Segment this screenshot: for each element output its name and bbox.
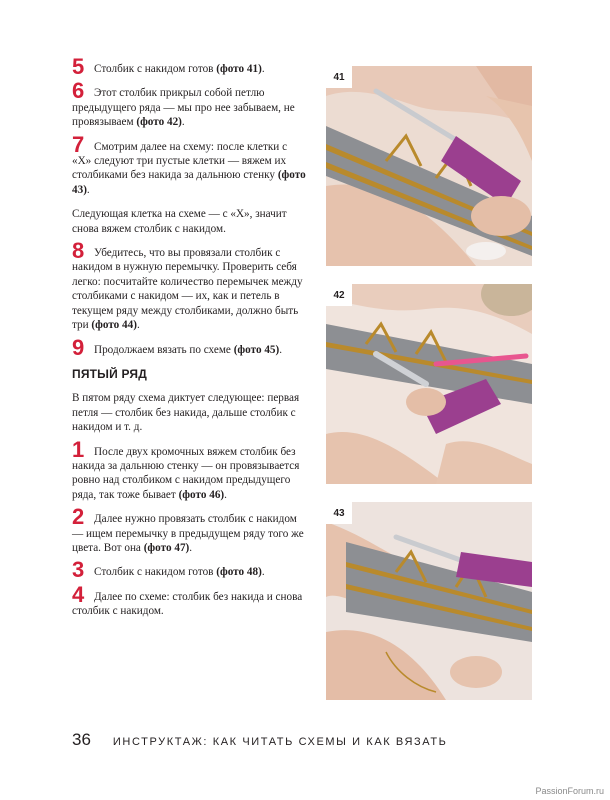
step-item <box>72 238 308 332</box>
step-text-segment: . <box>279 343 283 356</box>
page-footer <box>72 730 552 750</box>
step-item <box>72 557 308 583</box>
step-number: 9 <box>72 334 85 360</box>
step-number: 2 <box>72 504 85 530</box>
step-text-segment: . <box>136 319 140 332</box>
photo-reference: (фото 44) <box>91 319 137 332</box>
watermark: PassionForum.ru <box>535 786 604 796</box>
photo-reference: (фото 42) <box>136 116 182 129</box>
step-text <box>72 343 308 357</box>
step-text-segment: . <box>189 541 193 554</box>
step-number: 1 <box>72 436 85 462</box>
photo-41-illustration <box>326 66 532 266</box>
step-number: 6 <box>72 78 85 104</box>
step-text-segment: . <box>261 566 265 579</box>
step-number: 5 <box>72 54 85 79</box>
step-item <box>72 78 308 129</box>
photo-41-label: 41 <box>326 66 352 88</box>
step-text <box>72 565 308 579</box>
paragraph-next-cell: Следующая клетка на схеме — с «Х», значит снова вяжем столбик с накидом. <box>72 208 287 235</box>
step-text-segment: . <box>224 488 227 501</box>
photo-reference: (фото 46) <box>178 488 225 501</box>
step-text <box>72 512 308 555</box>
photo-42 <box>326 284 532 484</box>
step-text-segment: Столбик с накидом готов <box>94 63 217 75</box>
step-text <box>72 246 308 332</box>
step-text-segment: Далее по схеме: столбик без накида и снова столбик с накидом. <box>72 590 303 618</box>
step-item <box>72 334 308 360</box>
step-item <box>72 581 308 619</box>
step-text-segment: Смотрим далее на схему: после клетки с «Х» следуют три пустые клетки — вяжем их столбиками без накида за дальнюю стенку <box>72 140 288 182</box>
steps-group-c <box>72 436 308 619</box>
page-number: 36 <box>72 730 91 749</box>
step-item <box>72 436 308 503</box>
step-text-segment: . <box>181 116 185 129</box>
photo-reference: (фото 47) <box>143 541 190 554</box>
photo-43 <box>326 502 532 700</box>
step-text-segment: Убедитесь, что вы провязали столбик с накидом в нужную перемычку. Проверить себя легко: посчитайте количество перемычек между столбиками с накидом — их, как и петель в текущем ряду между столбиками, должно быть три <box>72 247 303 332</box>
step-number: 3 <box>72 557 85 583</box>
photo-reference: (фото 48) <box>216 566 262 579</box>
step-item <box>72 54 308 79</box>
step-item <box>72 131 308 198</box>
running-section-title: ИНСТРУКТАЖ: КАК ЧИТАТЬ СХЕМЫ И КАК ВЯЗАТЬ <box>112 736 448 748</box>
photo-43-illustration <box>326 502 532 700</box>
step-text-segment: Этот столбик прикрыл собой петлю предыдущего ряда — мы про нее забываем, не провязываем <box>72 87 295 129</box>
step-text <box>72 445 308 503</box>
step-text-segment: После двух кромочных вяжем столбик без накида за дальнюю стенку — он провязывается ровно над столбиком с накидом предыдущего ряда, так тоже бывает <box>72 445 300 501</box>
step-text <box>72 590 308 619</box>
steps-group-b <box>72 238 308 360</box>
step-number: 7 <box>72 131 85 157</box>
step-item <box>72 504 308 555</box>
photo-41 <box>326 66 532 266</box>
photo-reference: (фото 43) <box>72 169 306 196</box>
photo-43-label: 43 <box>326 502 352 524</box>
step-number: 8 <box>72 238 85 264</box>
paragraph-fifth-row: В пятом ряду схема диктует следующее: первая петля — столбик без накида, дальше столбик с накидом и т. д. <box>72 392 300 434</box>
section-heading: ПЯТЫЙ РЯД <box>72 366 147 381</box>
step-text-segment: Продолжаем вязать по схеме <box>94 343 234 356</box>
step-text-segment: Столбик с накидом готов <box>94 566 217 579</box>
step-text <box>72 140 308 198</box>
photo-reference: (фото 41) <box>216 63 262 75</box>
photo-42-illustration <box>326 284 532 484</box>
step-number: 4 <box>72 581 85 607</box>
step-text-segment: . <box>86 183 90 196</box>
step-text-segment: . <box>261 63 265 75</box>
step-text-segment: Далее нужно провязать столбик с накидом — ищем перемычку в предыдущем ряду того же цвета. Вот она <box>72 513 304 554</box>
step-text <box>72 62 308 76</box>
photo-reference: (фото 45) <box>233 343 280 356</box>
photo-42-label: 42 <box>326 284 352 306</box>
step-text <box>72 86 308 129</box>
text-column <box>72 54 308 629</box>
steps-group-a <box>72 54 308 197</box>
